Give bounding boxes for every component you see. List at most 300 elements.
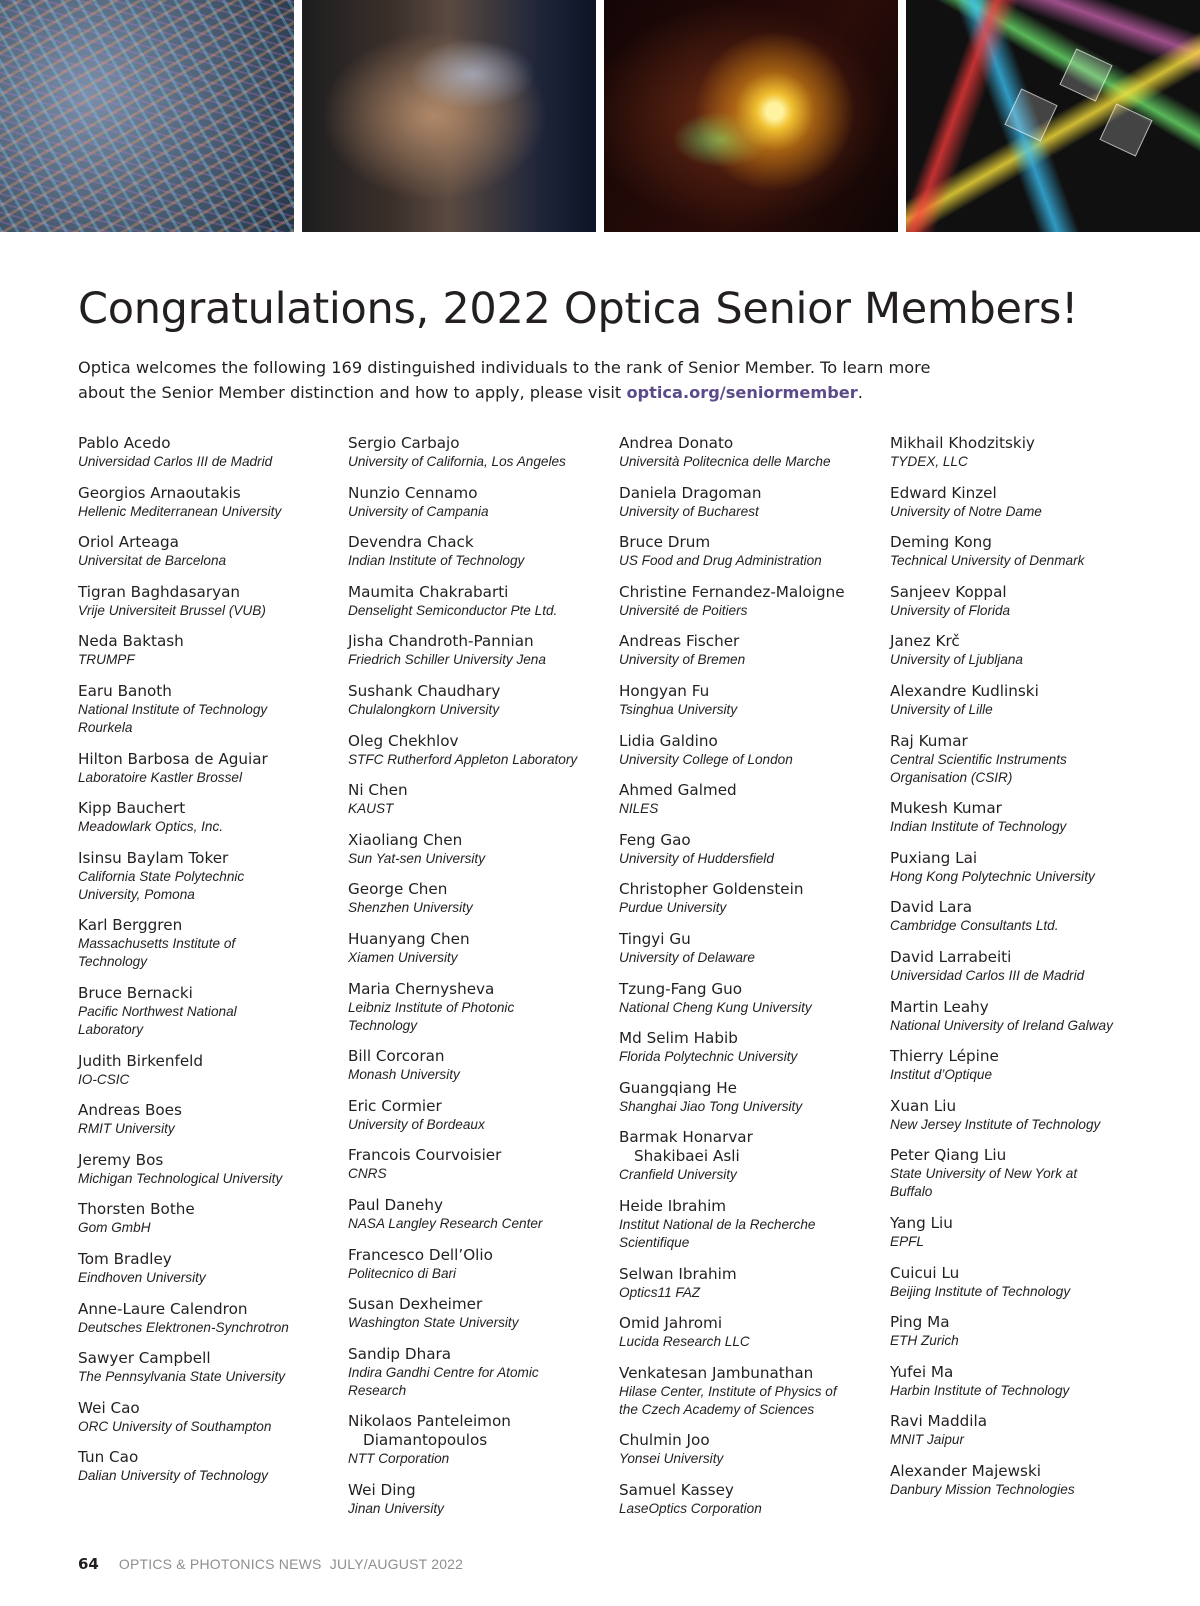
member-entry — [619, 1079, 890, 1116]
member-affiliation: Technology — [78, 954, 148, 970]
member-column — [348, 434, 619, 1530]
member-entry — [348, 831, 619, 868]
member-name — [890, 799, 1161, 818]
member-affiliation: California State Polytechnic — [78, 868, 245, 884]
member-entry — [78, 1300, 348, 1337]
member-name — [890, 632, 1161, 651]
member-name-line: Andrea Donato — [619, 434, 734, 452]
member-affiliation: Chulalongkorn University — [348, 701, 500, 717]
member-entry — [890, 1313, 1161, 1350]
member-name — [78, 1250, 348, 1269]
member-name — [348, 980, 619, 999]
member-affiliation: Rourkela — [78, 719, 133, 735]
member-name-line: Paul Danehy — [348, 1195, 444, 1214]
member-name-line: Edward Kinzel — [890, 483, 997, 502]
member-name-line: Bill Corcoran — [348, 1047, 445, 1066]
member-entry — [78, 750, 348, 787]
member-name-line: Thierry Lépine — [890, 1047, 999, 1066]
member-name — [348, 484, 619, 503]
member-name — [890, 1363, 1161, 1382]
member-name — [78, 849, 348, 868]
member-name — [348, 533, 619, 552]
member-entry — [619, 930, 890, 967]
member-affiliation: Shanghai Jiao Tong University — [619, 1098, 803, 1114]
member-name-line: Omid Jahromi — [619, 1314, 723, 1333]
member-affiliation: TYDEX, LLC — [890, 454, 968, 469]
member-entry — [348, 781, 619, 818]
member-name-line: Hongyan Fu — [619, 681, 710, 700]
member-entry — [890, 849, 1161, 886]
member-entry — [348, 1481, 619, 1518]
member-affiliation: the Czech Academy of Sciences — [619, 1401, 815, 1417]
member-name-line: Alexandre Kudlinski — [890, 681, 1039, 700]
member-affiliation: ORC University of Southampton — [78, 1418, 272, 1434]
member-name — [78, 1200, 348, 1219]
member-name-line: Md Selim Habib — [619, 1029, 738, 1048]
member-affiliation: University College of London — [619, 751, 793, 767]
member-name — [78, 984, 348, 1003]
member-affiliation: Washington State University — [348, 1315, 519, 1331]
member-name — [348, 781, 619, 800]
member-name-line: Wei Ding — [348, 1480, 416, 1499]
member-affiliation: NTT Corporation — [348, 1451, 450, 1467]
member-affiliation: The Pennsylvania State University — [78, 1369, 286, 1385]
member-name — [348, 632, 619, 651]
member-entry — [348, 1345, 619, 1400]
page-number: 64 — [78, 1555, 99, 1573]
member-affiliation: Cranfield University — [619, 1167, 737, 1183]
member-name-line: Shakibaei Asli — [634, 1147, 740, 1166]
member-affiliation: University of Notre Dame — [890, 503, 1042, 519]
member-name-line: George Chen — [348, 880, 448, 899]
member-affiliation: KAUST — [348, 801, 394, 817]
member-entry — [348, 682, 619, 719]
member-affiliation: Institut National de la Recherche — [619, 1216, 816, 1232]
member-name — [619, 831, 890, 850]
member-name-line: Andreas Fischer — [619, 632, 740, 651]
member-name — [890, 1264, 1161, 1283]
member-entry — [619, 484, 890, 521]
member-name — [348, 930, 619, 949]
member-name-line: Susan Dexheimer — [348, 1295, 483, 1314]
member-entry — [348, 1246, 619, 1283]
member-entry — [619, 1128, 890, 1184]
member-name-line: David Larrabeiti — [890, 947, 1012, 966]
member-entry — [78, 1151, 348, 1188]
member-affiliation: Beijing Institute of Technology — [890, 1283, 1071, 1299]
member-name-line: Martin Leahy — [890, 997, 989, 1016]
member-list — [78, 434, 1161, 1530]
member-entry — [78, 1399, 348, 1436]
member-affiliation: ETH Zurich — [890, 1333, 959, 1349]
member-affiliation: Politecnico di Bari — [348, 1265, 457, 1281]
member-affiliation: Monash University — [348, 1067, 460, 1083]
member-name-line: Daniela Dragoman — [619, 483, 762, 502]
member-name-line: Barmak Honarvar — [619, 1128, 753, 1147]
member-name-line: Xiaoliang Chen — [348, 830, 463, 849]
member-name — [619, 1314, 890, 1333]
member-affiliation: Meadowlark Optics, Inc. — [78, 819, 224, 835]
member-name-line: Tom Bradley — [78, 1249, 172, 1268]
member-name-line: Sergio Carbajo — [348, 434, 460, 452]
member-name — [890, 1462, 1161, 1481]
member-name-line: David Lara — [890, 898, 972, 917]
page-footer — [78, 1554, 463, 1573]
member-name — [78, 434, 348, 453]
member-entry — [78, 1052, 348, 1089]
member-name — [619, 1197, 890, 1216]
member-name-line: Eric Cormier — [348, 1096, 442, 1115]
member-affiliation: Indian Institute of Technology — [348, 553, 525, 569]
page-title: Congratulations, 2022 Optica Senior Members! — [78, 284, 1079, 334]
member-affiliation: University, Pomona — [78, 886, 195, 902]
member-name — [619, 1481, 890, 1500]
member-entry — [890, 533, 1161, 570]
member-affiliation: University of Delaware — [619, 949, 755, 965]
member-name-line: Karl Berggren — [78, 916, 183, 935]
member-name-line: Mukesh Kumar — [890, 799, 1002, 818]
member-entry — [78, 799, 348, 836]
member-name-line: Jeremy Bos — [78, 1150, 164, 1169]
member-name-line: Guangqiang He — [619, 1078, 737, 1097]
member-name — [890, 1313, 1161, 1332]
member-entry — [619, 583, 890, 620]
member-affiliation: Deutsches Elektronen-Synchrotron — [78, 1319, 289, 1335]
member-name-line: Janez Krč — [890, 632, 960, 651]
member-name — [619, 880, 890, 899]
member-entry — [619, 533, 890, 570]
member-affiliation: National Institute of Technology — [78, 701, 268, 717]
member-name-line: Sanjeev Koppal — [890, 582, 1007, 601]
member-affiliation: Technical University of Denmark — [890, 553, 1085, 569]
member-entry — [890, 1097, 1161, 1134]
member-name — [348, 880, 619, 899]
member-affiliation: LaseOptics Corporation — [619, 1500, 762, 1516]
member-name-line: Tigran Baghdasaryan — [78, 582, 240, 601]
member-name-line: Bruce Bernacki — [78, 983, 193, 1002]
member-name-line: Lidia Galdino — [619, 731, 718, 750]
member-name — [619, 1265, 890, 1284]
member-affiliation: MNIT Jaipur — [890, 1432, 965, 1448]
member-entry — [348, 732, 619, 769]
member-entry — [619, 1314, 890, 1351]
member-affiliation: Organisation (CSIR) — [890, 769, 1013, 785]
member-name-line: Nunzio Cennamo — [348, 483, 478, 502]
member-name — [348, 682, 619, 701]
member-affiliation: National Cheng Kung University — [619, 999, 812, 1015]
member-affiliation: EPFL — [890, 1233, 924, 1249]
member-affiliation: Cambridge Consultants Ltd. — [890, 918, 1059, 934]
member-affiliation: Dalian University of Technology — [78, 1468, 268, 1484]
member-name — [619, 583, 890, 602]
member-entry — [78, 849, 348, 904]
member-name — [348, 434, 619, 453]
member-name-line: Oriol Arteaga — [78, 533, 179, 552]
member-name-line: Yufei Ma — [890, 1362, 954, 1381]
member-name — [78, 1448, 348, 1467]
member-name-line: Selwan Ibrahim — [619, 1264, 737, 1283]
member-name — [78, 1101, 348, 1120]
member-entry — [890, 898, 1161, 935]
member-entry — [78, 916, 348, 971]
member-affiliation: Universidad Carlos III de Madrid — [890, 967, 1085, 983]
member-affiliation: Eindhoven University — [78, 1269, 206, 1285]
member-entry — [348, 434, 619, 471]
member-name-line: Christine Fernandez-Maloigne — [619, 582, 845, 601]
member-entry — [619, 1481, 890, 1518]
member-affiliation: Friedrich Schiller University Jena — [348, 652, 546, 668]
member-name-line: Ravi Maddila — [890, 1412, 987, 1431]
member-name — [619, 434, 890, 453]
member-name-line: Thorsten Bothe — [78, 1200, 195, 1219]
member-name — [78, 632, 348, 651]
member-name — [348, 1097, 619, 1116]
member-affiliation: NASA Langley Research Center — [348, 1215, 543, 1231]
member-name-line: Ni Chen — [348, 781, 408, 800]
senior-member-link[interactable]: optica.org/seniormember — [626, 383, 858, 402]
member-name-line: Sawyer Campbell — [78, 1349, 211, 1368]
member-affiliation: Institut d’Optique — [890, 1067, 993, 1083]
member-entry — [348, 930, 619, 967]
member-affiliation: Laboratoire Kastler Brossel — [78, 769, 242, 785]
member-name — [78, 799, 348, 818]
member-name — [78, 583, 348, 602]
member-name — [619, 484, 890, 503]
member-name — [348, 583, 619, 602]
member-affiliation: University of Lille — [890, 701, 993, 717]
member-entry — [78, 632, 348, 669]
member-name — [890, 583, 1161, 602]
member-name — [890, 948, 1161, 967]
member-column — [78, 434, 348, 1530]
member-entry — [619, 682, 890, 719]
member-name-line: Kipp Bauchert — [78, 799, 186, 818]
member-affiliation: Yonsei University — [619, 1451, 724, 1467]
member-affiliation: Hong Kong Polytechnic University — [890, 868, 1095, 884]
member-affiliation: New Jersey Institute of Technology — [890, 1116, 1101, 1132]
member-entry — [348, 980, 619, 1035]
member-name — [348, 831, 619, 850]
member-name — [890, 533, 1161, 552]
member-name-line: Peter Qiang Liu — [890, 1146, 1007, 1165]
member-name — [890, 849, 1161, 868]
member-name — [890, 1097, 1161, 1116]
member-entry — [619, 831, 890, 868]
member-affiliation: NILES — [619, 801, 659, 817]
member-name-line: Yang Liu — [890, 1213, 953, 1232]
member-affiliation: University of Bremen — [619, 652, 746, 668]
member-name — [890, 1412, 1161, 1431]
member-name-line: Jisha Chandroth-Pannian — [348, 632, 534, 651]
member-name — [890, 998, 1161, 1017]
member-affiliation: Scientifique — [619, 1234, 690, 1250]
photonic-chip-wafer-photo — [0, 0, 294, 232]
member-affiliation: TRUMPF — [78, 652, 135, 668]
member-affiliation: Michigan Technological University — [78, 1170, 283, 1186]
member-entry — [348, 1097, 619, 1134]
member-name — [348, 1047, 619, 1066]
member-affiliation: Research — [348, 1382, 407, 1398]
member-name-line: Heide Ibrahim — [619, 1196, 727, 1215]
member-entry — [619, 1431, 890, 1468]
member-affiliation: Universidad Carlos III de Madrid — [78, 454, 273, 469]
member-name — [890, 1146, 1161, 1165]
member-affiliation: University of California, Los Angeles — [348, 454, 566, 469]
member-name — [619, 732, 890, 751]
member-affiliation: University of Huddersfield — [619, 850, 774, 866]
member-entry — [890, 948, 1161, 985]
member-affiliation: Shenzhen University — [348, 900, 473, 916]
member-entry — [619, 980, 890, 1017]
magazine-issue: OPTICS & PHOTONICS NEWS JULY/AUGUST 2022 — [118, 1556, 464, 1572]
member-affiliation: University of Florida — [890, 602, 1011, 618]
member-affiliation: US Food and Drug Administration — [619, 553, 822, 569]
member-name-line: Cuicui Lu — [890, 1263, 960, 1282]
member-entry — [890, 1363, 1161, 1400]
member-affiliation: Buffalo — [890, 1184, 933, 1200]
member-name-line: Tzung-Fang Guo — [619, 979, 743, 998]
member-name — [890, 732, 1161, 751]
member-name-line: Bruce Drum — [619, 533, 711, 552]
member-name-line: Andreas Boes — [78, 1101, 182, 1120]
prism-light-photo — [906, 0, 1200, 232]
member-name-line: Mikhail Khodzitskiy — [890, 434, 1035, 452]
member-affiliation: Indian Institute of Technology — [890, 819, 1067, 835]
member-entry — [348, 533, 619, 570]
member-affiliation: Denselight Semiconductor Pte Ltd. — [348, 602, 558, 618]
intro-end: . — [857, 383, 863, 402]
member-entry — [348, 632, 619, 669]
member-name-line: Anne-Laure Calendron — [78, 1299, 248, 1318]
member-affiliation: University of Bucharest — [619, 503, 759, 519]
member-name-line: Venkatesan Jambunathan — [619, 1363, 814, 1382]
member-entry — [890, 1047, 1161, 1084]
member-affiliation: Xiamen University — [348, 949, 458, 965]
member-affiliation: Danbury Mission Technologies — [890, 1481, 1075, 1497]
member-entry — [78, 1250, 348, 1287]
member-affiliation: Tsinghua University — [619, 701, 738, 717]
member-entry — [619, 1029, 890, 1066]
member-name-line: Maumita Chakrabarti — [348, 582, 509, 601]
member-affiliation: Central Scientific Instruments — [890, 751, 1067, 767]
member-name-line: Diamantopoulos — [363, 1431, 488, 1450]
member-affiliation: Purdue University — [619, 900, 727, 916]
member-entry — [348, 1047, 619, 1084]
member-affiliation: Hilase Center, Institute of Physics of — [619, 1383, 837, 1399]
member-name-line: Tingyi Gu — [619, 929, 691, 948]
member-name-line: Judith Birkenfeld — [78, 1051, 204, 1070]
member-name — [78, 484, 348, 503]
member-entry — [890, 732, 1161, 787]
member-affiliation: Vrije Universiteit Brussel (VUB) — [78, 602, 266, 618]
member-name — [78, 750, 348, 769]
member-name-line: Chulmin Joo — [619, 1431, 710, 1450]
member-name-line: Oleg Chekhlov — [348, 731, 459, 750]
member-name-line: Maria Chernysheva — [348, 979, 495, 998]
member-name — [890, 1214, 1161, 1233]
member-entry — [619, 434, 890, 471]
member-name — [78, 682, 348, 701]
member-entry — [890, 998, 1161, 1035]
member-name — [348, 732, 619, 751]
member-entry — [890, 1412, 1161, 1449]
member-entry — [619, 1364, 890, 1419]
member-name — [78, 1052, 348, 1071]
member-name-line: Pablo Acedo — [78, 434, 171, 452]
member-affiliation: Hellenic Mediterranean University — [78, 503, 282, 519]
member-name-line: Nikolaos Panteleimon — [348, 1412, 511, 1431]
member-entry — [890, 799, 1161, 836]
member-name — [619, 781, 890, 800]
member-name-line: Raj Kumar — [890, 731, 968, 750]
member-affiliation: Università Politecnica delle Marche — [619, 454, 831, 469]
member-name-line: Puxiang Lai — [890, 848, 978, 867]
member-affiliation: State University of New York at — [890, 1166, 1078, 1182]
member-entry — [890, 1264, 1161, 1301]
member-affiliation: Jinan University — [348, 1500, 444, 1516]
member-entry — [619, 1197, 890, 1252]
member-affiliation: Indira Gandhi Centre for Atomic — [348, 1364, 539, 1380]
member-affiliation: Optics11 FAZ — [619, 1284, 701, 1300]
member-affiliation: CNRS — [348, 1166, 387, 1182]
member-name-line: Devendra Chack — [348, 533, 474, 552]
member-name — [619, 980, 890, 999]
member-entry — [78, 682, 348, 737]
member-affiliation: Technology — [348, 1017, 418, 1033]
member-entry — [890, 682, 1161, 719]
member-name-line: Isinsu Baylam Toker — [78, 848, 229, 867]
member-name — [619, 1364, 890, 1383]
member-entry — [78, 434, 348, 471]
member-affiliation: Universitat de Barcelona — [78, 553, 227, 569]
member-name — [78, 1151, 348, 1170]
member-name — [348, 1345, 619, 1364]
member-affiliation: Massachusetts Institute of — [78, 936, 236, 952]
member-name-line: Francesco Dell’Olio — [348, 1245, 493, 1264]
intro-text: Optica welcomes the following 169 distinguished individuals to the rank of Senior Member. To learn more about the Senior Member distinction and how to apply, please visit — [78, 358, 931, 402]
member-affiliation: Laboratory — [78, 1021, 143, 1037]
member-entry — [348, 1295, 619, 1332]
member-name-line: Tun Cao — [78, 1448, 139, 1467]
member-name — [619, 1079, 890, 1098]
member-name-line: Earu Banoth — [78, 681, 172, 700]
member-name-line: Alexander Majewski — [890, 1461, 1041, 1480]
member-name-line: Huanyang Chen — [348, 929, 470, 948]
member-name — [78, 1399, 348, 1418]
member-name — [348, 1246, 619, 1265]
member-name — [619, 930, 890, 949]
member-name — [619, 1128, 890, 1166]
member-name-line: Sandip Dhara — [348, 1344, 452, 1363]
member-entry — [890, 632, 1161, 669]
member-entry — [78, 533, 348, 570]
member-entry — [890, 1146, 1161, 1201]
member-entry — [348, 1146, 619, 1183]
member-name-line: Xuan Liu — [890, 1096, 957, 1115]
member-affiliation: RMIT University — [78, 1121, 175, 1137]
laser-fiber-photo — [604, 0, 898, 232]
member-affiliation: Leibniz Institute of Photonic — [348, 999, 515, 1015]
member-entry — [890, 1462, 1161, 1499]
member-name — [348, 1196, 619, 1215]
member-name — [78, 916, 348, 935]
member-entry — [348, 880, 619, 917]
member-name — [619, 1431, 890, 1450]
member-affiliation: Florida Polytechnic University — [619, 1049, 798, 1065]
member-name-line: Feng Gao — [619, 830, 691, 849]
member-entry — [78, 1448, 348, 1485]
member-name-line: Francois Courvoisier — [348, 1146, 502, 1165]
